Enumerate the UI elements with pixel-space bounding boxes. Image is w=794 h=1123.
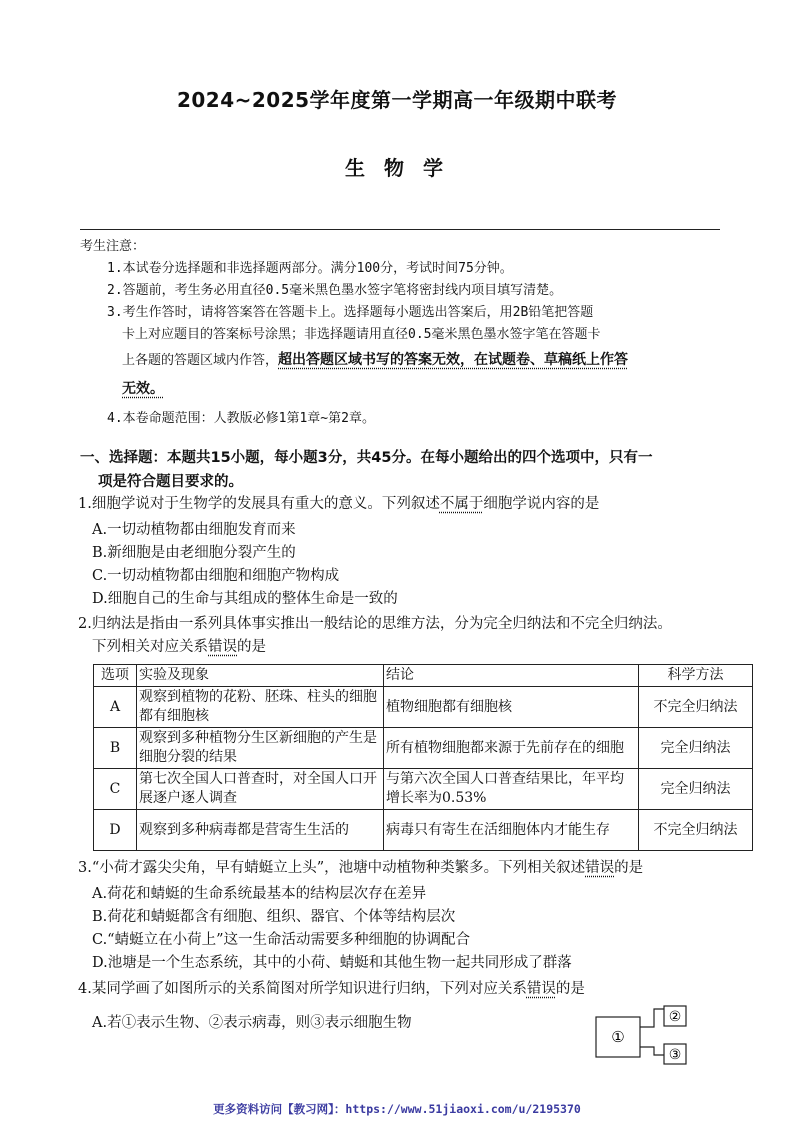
question-stem: [78, 978, 738, 1001]
conclusion-cell: 与第六次全国人口普查结果比，年平均增长率为0.53%: [384, 769, 639, 810]
option-cell: B: [94, 728, 137, 769]
option-b: B.荷花和蜻蜓都含有细胞、组织、器官、个体等结构层次: [92, 909, 456, 925]
notice-item-3-line-2: 卡上对应题目的答案标号涂黑；非选择题请用直径0.5毫米黑色墨水签字笔在答题卡: [122, 327, 601, 342]
option-cell: D: [94, 810, 137, 851]
stem-text: 的是: [555, 981, 585, 997]
option-b: B.新细胞是由老细胞分裂产生的: [92, 545, 296, 561]
experiment-cell: 观察到多种植物分生区新细胞的产生是细胞分裂的结果: [137, 728, 384, 769]
stem-emphasis: 不属于: [439, 496, 484, 512]
stem-text: 1.细胞学说对于生物学的发展具有重大的意义。下列叙述: [78, 496, 440, 512]
stem-emphasis: 错误: [208, 639, 237, 655]
notice-item-1: 1.本试卷分选择题和非选择题两部分。满分100分，考试时间75分钟。: [107, 261, 513, 276]
notice-item-3-line-4: [80, 375, 730, 404]
option-a: A.荷花和蜻蜓的生命系统最基本的结构层次存在差异: [92, 886, 427, 902]
stem-text: 的是: [614, 860, 644, 876]
label-1: ①: [611, 1028, 625, 1046]
notice-bold-warning: 超出答题区域书写的答案无效，在试题卷、草稿纸上作答: [278, 352, 629, 368]
experiment-cell: 观察到多种病毒都是营寄生生活的: [137, 810, 384, 851]
column-header: 选项: [94, 665, 137, 687]
notice-plain-text: 上各题的答题区域内作答，: [122, 353, 279, 368]
option-d: D.细胞自己的生命与其组成的整体生命是一致的: [92, 591, 398, 607]
stem-emphasis: 错误: [585, 860, 615, 876]
label-2: ②: [668, 1009, 682, 1025]
label-3: ③: [668, 1047, 682, 1063]
option-a: A.若①表示生物、②表示病毒，则③表示细胞生物: [92, 1015, 412, 1031]
section-line-2: 项是符合题目要求的。: [98, 474, 243, 490]
option-c: C.“蜻蜓立在小荷上”这一生命活动需要多种细胞的协调配合: [92, 932, 471, 948]
conclusion-cell: 病毒只有寄生在活细胞体内才能生存: [384, 810, 639, 851]
induction-table: [93, 664, 753, 851]
table-row: [94, 769, 753, 810]
subject-title: 生 物 学: [345, 156, 449, 180]
notice-item-2: 2.答题前，考生务必用直径0.5毫米黑色墨水签字笔将密封线内项目填写清楚。: [107, 283, 563, 298]
conclusion-cell: 所有植物细胞都来源于先前存在的细胞: [384, 728, 639, 769]
relationship-diagram: [594, 1005, 694, 1071]
option-cell: C: [94, 769, 137, 810]
section-line-1: 一、选择题：本题共15小题，每小题3分，共45分。在每小题给出的四个选项中，只有一: [80, 450, 653, 466]
column-header: 科学方法: [639, 665, 753, 687]
method-cell: 完全归纳法: [639, 728, 753, 769]
option-cell: A: [94, 687, 137, 728]
question-stem-line-1: 2.归纳法是指由一系列具体事实推出一般结论的思维方法，分为完全归纳法和不完全归纳法。: [78, 616, 672, 632]
experiment-cell: 第七次全国人口普查时，对全国人口开展逐户逐人调查: [137, 769, 384, 810]
question-1: [78, 493, 738, 611]
section-heading: [80, 446, 730, 494]
stem-text: 细胞学说内容的是: [483, 496, 600, 512]
notice-item-4: 4.本卷命题范围：人教版必修1第1章~第2章。: [107, 411, 375, 426]
column-header: 实验及现象: [137, 665, 384, 687]
stem-text: 4.某同学画了如图所示的关系简图对所学知识进行归纳，下列对应关系: [78, 981, 527, 997]
question-3: [78, 857, 738, 975]
question-stem: [78, 493, 738, 516]
connector-2: [640, 1009, 664, 1027]
option-c: C.一切动植物都由细胞和细胞产物构成: [92, 568, 340, 584]
method-cell: 不完全归纳法: [639, 810, 753, 851]
question-stem: [78, 857, 738, 880]
stem-text: 下列相关对应关系: [92, 639, 208, 655]
method-cell: 完全归纳法: [639, 769, 753, 810]
option-d: D.池塘是一个生态系统，其中的小荷、蜻蜓和其他生物一起共同形成了群落: [92, 955, 572, 971]
notice-item-3-line-3: [80, 346, 730, 375]
exam-notice: [80, 236, 730, 430]
table-row: [94, 728, 753, 769]
table-row: [94, 687, 753, 728]
option-a: A.一切动植物都由细胞发育而来: [92, 522, 296, 538]
question-2: [78, 613, 738, 659]
stem-text: 的是: [237, 639, 266, 655]
stem-emphasis: 错误: [526, 981, 556, 997]
notice-bold-warning-end: 无效。: [122, 381, 164, 397]
connector-3: [640, 1047, 664, 1055]
divider: [80, 229, 720, 230]
question-stem-line-2: [78, 636, 738, 659]
stem-text: 3.“小荷才露尖尖角，早有蜻蜓立上头”，池塘中动植物种类繁多。下列相关叙述: [78, 860, 586, 876]
notice-heading: 考生注意：: [80, 239, 146, 254]
table-header-row: [94, 665, 753, 687]
conclusion-cell: 植物细胞都有细胞核: [384, 687, 639, 728]
table-row: [94, 810, 753, 851]
notice-item-3-line-1: 3.考生作答时，请将答案答在答题卡上。选择题每小题选出答案后，用2B铅笔把答题: [107, 305, 594, 320]
exam-title: 2024~2025学年度第一学期高一年级期中联考: [176, 88, 618, 112]
footer-link[interactable]: 更多资料访问【教习网】：https://www.51jiaoxi.com/u/2195370: [213, 1102, 581, 1116]
method-cell: 不完全归纳法: [639, 687, 753, 728]
column-header: 结论: [384, 665, 639, 687]
experiment-cell: 观察到植物的花粉、胚珠、柱头的细胞都有细胞核: [137, 687, 384, 728]
